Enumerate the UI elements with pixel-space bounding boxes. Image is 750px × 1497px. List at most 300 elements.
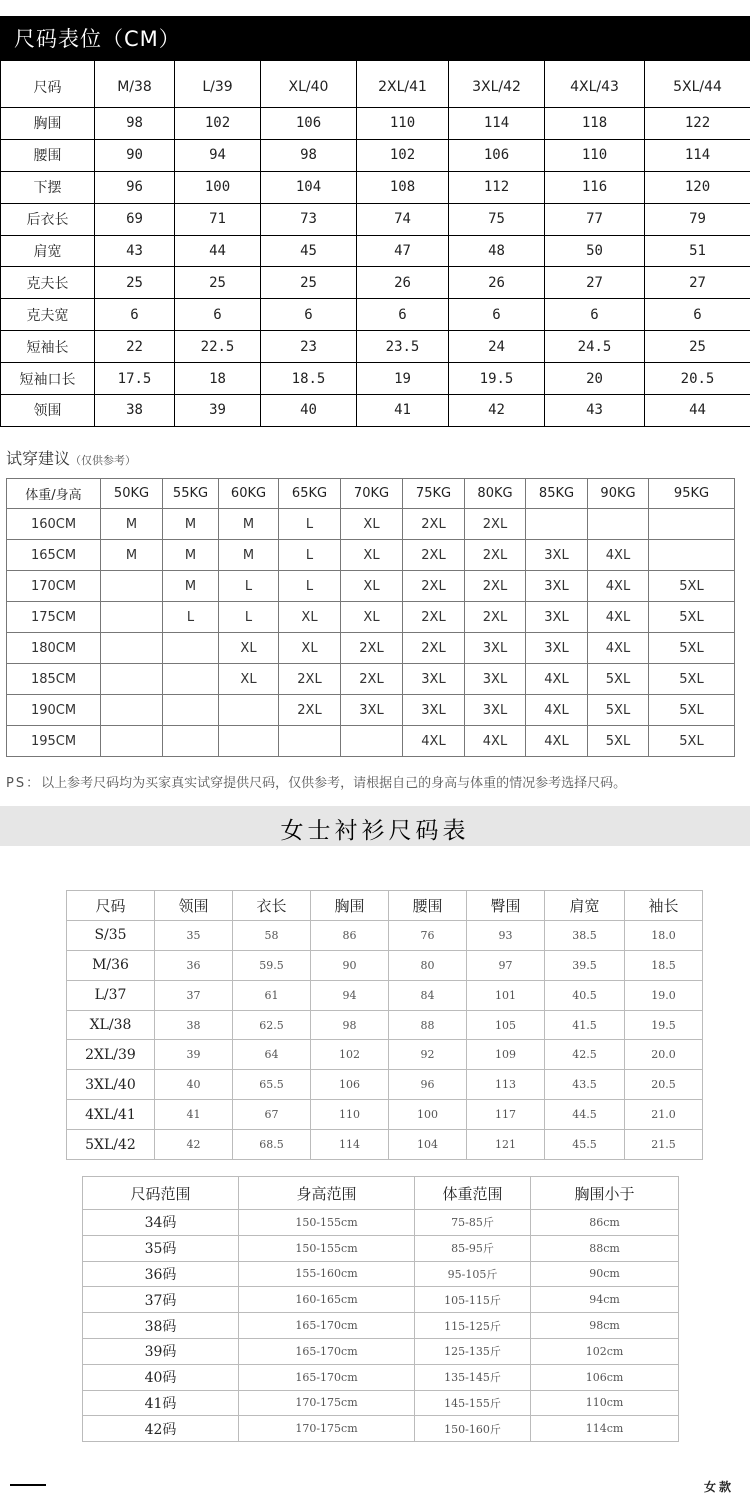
table-cell bbox=[101, 726, 163, 757]
table-cell: 64 bbox=[233, 1040, 311, 1070]
table-cell: 18 bbox=[175, 363, 261, 395]
header-cell: 尺码 bbox=[1, 61, 95, 108]
table-cell: 106 bbox=[311, 1070, 389, 1100]
table-cell: L bbox=[279, 540, 341, 571]
row-label-cell: 160CM bbox=[7, 509, 101, 540]
header-cell: 袖长 bbox=[625, 891, 703, 921]
table-cell bbox=[163, 726, 219, 757]
header-cell: 75KG bbox=[403, 479, 465, 509]
table-row bbox=[83, 1313, 679, 1339]
table-cell: L bbox=[163, 602, 219, 633]
table-cell: 2XL bbox=[403, 571, 465, 602]
table-row bbox=[1, 363, 750, 395]
table-cell: 165-170cm bbox=[239, 1313, 415, 1339]
table-cell: 47 bbox=[357, 235, 449, 267]
table-cell: 6 bbox=[261, 299, 357, 331]
header-cell: XL/40 bbox=[261, 61, 357, 108]
table-row bbox=[7, 664, 735, 695]
table-row bbox=[83, 1364, 679, 1390]
table-cell: 75 bbox=[449, 203, 545, 235]
table-cell: 100 bbox=[175, 171, 261, 203]
table-cell: 38.5 bbox=[545, 920, 625, 950]
table-cell: 43 bbox=[95, 235, 175, 267]
table-cell: 22 bbox=[95, 331, 175, 363]
table-header-row bbox=[7, 479, 735, 509]
table-cell: 62.5 bbox=[233, 1010, 311, 1040]
table-cell: 79 bbox=[645, 203, 750, 235]
table-cell: 86 bbox=[311, 920, 389, 950]
table-cell: 3XL bbox=[403, 664, 465, 695]
table-cell: 19 bbox=[357, 363, 449, 395]
table-cell: 65.5 bbox=[233, 1070, 311, 1100]
table-row bbox=[83, 1210, 679, 1236]
table-cell: 160-165cm bbox=[239, 1287, 415, 1313]
table-cell: 20.5 bbox=[625, 1070, 703, 1100]
table-row bbox=[67, 1040, 703, 1070]
table-row bbox=[1, 331, 750, 363]
table-cell: 98 bbox=[311, 1010, 389, 1040]
table-cell: 42 bbox=[449, 395, 545, 427]
table-cell: 25 bbox=[645, 331, 750, 363]
header-cell: 胸围 bbox=[311, 891, 389, 921]
table-cell: 101 bbox=[467, 980, 545, 1010]
table-cell: 114 bbox=[449, 108, 545, 140]
table-cell: 116 bbox=[545, 171, 645, 203]
table-cell: 48 bbox=[449, 235, 545, 267]
table-cell: 104 bbox=[389, 1130, 467, 1160]
table-cell: 4XL bbox=[526, 664, 588, 695]
table-cell: 5XL bbox=[588, 726, 649, 757]
header-cell: 90KG bbox=[588, 479, 649, 509]
table-cell: 121 bbox=[467, 1130, 545, 1160]
table-row bbox=[1, 139, 750, 171]
table-cell: 4XL bbox=[526, 726, 588, 757]
table-cell: 84 bbox=[389, 980, 467, 1010]
table-cell: 50 bbox=[545, 235, 645, 267]
table-cell: 23.5 bbox=[357, 331, 449, 363]
table-cell: 2XL bbox=[465, 571, 526, 602]
table-cell: 26 bbox=[357, 267, 449, 299]
table-cell: 88cm bbox=[531, 1235, 679, 1261]
table-cell: 165-170cm bbox=[239, 1364, 415, 1390]
table-cell: 109 bbox=[467, 1040, 545, 1070]
table-cell: XL bbox=[219, 664, 279, 695]
table-cell: 110cm bbox=[531, 1390, 679, 1416]
table-cell: 5XL bbox=[649, 633, 735, 664]
table-cell: 18.0 bbox=[625, 920, 703, 950]
table-cell: 41 bbox=[357, 395, 449, 427]
table-header-row bbox=[67, 891, 703, 921]
table-cell: 45 bbox=[261, 235, 357, 267]
table-cell: 3XL bbox=[341, 695, 403, 726]
row-label-cell: 40码 bbox=[83, 1364, 239, 1390]
table-cell: 145-155斤 bbox=[415, 1390, 531, 1416]
table-cell bbox=[163, 695, 219, 726]
table-cell: 4XL bbox=[588, 571, 649, 602]
header-cell: 臀围 bbox=[467, 891, 545, 921]
table-cell: 115-125斤 bbox=[415, 1313, 531, 1339]
table-row bbox=[83, 1390, 679, 1416]
table-row bbox=[7, 726, 735, 757]
table-cell: 86cm bbox=[531, 1210, 679, 1236]
row-label-cell: 胸围 bbox=[1, 108, 95, 140]
table-cell: 3XL bbox=[526, 633, 588, 664]
table-row bbox=[7, 695, 735, 726]
table-cell: 106 bbox=[449, 139, 545, 171]
table-cell: 98 bbox=[261, 139, 357, 171]
header-cell: 尺码 bbox=[67, 891, 155, 921]
table-cell: 5XL bbox=[649, 695, 735, 726]
table-cell: 4XL bbox=[588, 602, 649, 633]
table-cell: 3XL bbox=[403, 695, 465, 726]
table-cell: 6 bbox=[449, 299, 545, 331]
table-cell: 21.0 bbox=[625, 1100, 703, 1130]
row-label-cell: 5XL/42 bbox=[67, 1130, 155, 1160]
table-cell bbox=[649, 509, 735, 540]
row-label-cell: M/36 bbox=[67, 950, 155, 980]
header-cell: 80KG bbox=[465, 479, 526, 509]
table-cell: 43.5 bbox=[545, 1070, 625, 1100]
table-cell bbox=[341, 726, 403, 757]
table-cell: 39.5 bbox=[545, 950, 625, 980]
table-cell: 2XL bbox=[403, 633, 465, 664]
table-cell bbox=[163, 664, 219, 695]
row-label-cell: 41码 bbox=[83, 1390, 239, 1416]
table-cell: 117 bbox=[467, 1100, 545, 1130]
row-label-cell: 190CM bbox=[7, 695, 101, 726]
row-label-cell: 短袖长 bbox=[1, 331, 95, 363]
table-cell: 80 bbox=[389, 950, 467, 980]
table-cell: 2XL bbox=[341, 664, 403, 695]
table-cell: 110 bbox=[545, 139, 645, 171]
table-cell: 5XL bbox=[649, 602, 735, 633]
header-cell: 2XL/41 bbox=[357, 61, 449, 108]
table-cell: 96 bbox=[95, 171, 175, 203]
table-cell bbox=[526, 509, 588, 540]
table-cell: 104 bbox=[261, 171, 357, 203]
ps-note bbox=[6, 772, 626, 791]
header-cell: 65KG bbox=[279, 479, 341, 509]
table-cell: 27 bbox=[545, 267, 645, 299]
fit-suggestion-table bbox=[6, 478, 735, 757]
row-label-cell: 38码 bbox=[83, 1313, 239, 1339]
table-row bbox=[1, 108, 750, 140]
table-cell: 135-145斤 bbox=[415, 1364, 531, 1390]
table-cell: 71 bbox=[175, 203, 261, 235]
header-cell: 60KG bbox=[219, 479, 279, 509]
table-cell: L bbox=[219, 571, 279, 602]
table-cell: 5XL bbox=[649, 571, 735, 602]
table-cell: 36 bbox=[155, 950, 233, 980]
table-cell: 106 bbox=[261, 108, 357, 140]
table-row bbox=[7, 602, 735, 633]
header-cell: 尺码范围 bbox=[83, 1177, 239, 1210]
table-cell: 42.5 bbox=[545, 1040, 625, 1070]
table-cell: 113 bbox=[467, 1070, 545, 1100]
table-row bbox=[7, 509, 735, 540]
table-cell: 26 bbox=[449, 267, 545, 299]
table-cell: 19.5 bbox=[449, 363, 545, 395]
row-label-cell: 领围 bbox=[1, 395, 95, 427]
table-cell: 150-160斤 bbox=[415, 1416, 531, 1442]
table-cell: 2XL bbox=[465, 509, 526, 540]
table-cell: L bbox=[279, 571, 341, 602]
table-cell: 44 bbox=[645, 395, 750, 427]
table-cell: XL bbox=[341, 602, 403, 633]
table-cell: 61 bbox=[233, 980, 311, 1010]
table-cell: 38 bbox=[95, 395, 175, 427]
row-label-cell: S/35 bbox=[67, 920, 155, 950]
table-row bbox=[1, 171, 750, 203]
table-row bbox=[1, 395, 750, 427]
table-cell: 4XL bbox=[526, 695, 588, 726]
table-cell: 5XL bbox=[649, 664, 735, 695]
table-row bbox=[83, 1261, 679, 1287]
header-cell: 50KG bbox=[101, 479, 163, 509]
table-cell: M bbox=[219, 540, 279, 571]
table-row bbox=[83, 1416, 679, 1442]
row-label-cell: 42码 bbox=[83, 1416, 239, 1442]
table-cell: 2XL bbox=[279, 695, 341, 726]
table-cell: 4XL bbox=[588, 633, 649, 664]
row-label-cell: 170CM bbox=[7, 571, 101, 602]
table-cell: 41.5 bbox=[545, 1010, 625, 1040]
table-row bbox=[67, 1100, 703, 1130]
table-cell: 40 bbox=[155, 1070, 233, 1100]
header-cell: 3XL/42 bbox=[449, 61, 545, 108]
table-cell: XL bbox=[279, 602, 341, 633]
table-cell: L bbox=[279, 509, 341, 540]
fit-suggestion-note: （仅供参考） bbox=[70, 454, 137, 467]
table-cell: 2XL bbox=[403, 602, 465, 633]
header-cell: 肩宽 bbox=[545, 891, 625, 921]
table-cell: 2XL bbox=[279, 664, 341, 695]
table-cell: M bbox=[219, 509, 279, 540]
row-label-cell: 175CM bbox=[7, 602, 101, 633]
table-cell: 39 bbox=[155, 1040, 233, 1070]
table-cell: 94 bbox=[175, 139, 261, 171]
row-label-cell: 39码 bbox=[83, 1338, 239, 1364]
row-label-cell: 4XL/41 bbox=[67, 1100, 155, 1130]
table-cell: 118 bbox=[545, 108, 645, 140]
women-size-table bbox=[66, 890, 703, 1160]
table-cell: 125-135斤 bbox=[415, 1338, 531, 1364]
table-cell: M bbox=[163, 571, 219, 602]
table-cell bbox=[588, 509, 649, 540]
table-row bbox=[7, 571, 735, 602]
table-cell bbox=[163, 633, 219, 664]
table-row bbox=[67, 980, 703, 1010]
row-label-cell: 35码 bbox=[83, 1235, 239, 1261]
table-cell: 2XL bbox=[465, 602, 526, 633]
header-cell: 85KG bbox=[526, 479, 588, 509]
table-row bbox=[83, 1338, 679, 1364]
women-section-title: 女士衬衫尺码表 bbox=[280, 818, 470, 844]
table-row bbox=[7, 540, 735, 571]
table-cell: 105 bbox=[467, 1010, 545, 1040]
table-cell: M bbox=[163, 540, 219, 571]
table-row bbox=[1, 235, 750, 267]
row-label-cell: 克夫长 bbox=[1, 267, 95, 299]
table-cell: 43 bbox=[545, 395, 645, 427]
table-cell: 98 bbox=[95, 108, 175, 140]
table-cell: 3XL bbox=[526, 571, 588, 602]
table-cell: 3XL bbox=[526, 602, 588, 633]
table-cell: 6 bbox=[357, 299, 449, 331]
table-cell: 40.5 bbox=[545, 980, 625, 1010]
table-cell: 45.5 bbox=[545, 1130, 625, 1160]
table-cell: 170-175cm bbox=[239, 1416, 415, 1442]
table-cell: 110 bbox=[357, 108, 449, 140]
table-cell: 73 bbox=[261, 203, 357, 235]
header-cell: 5XL/44 bbox=[645, 61, 750, 108]
row-label-cell: L/37 bbox=[67, 980, 155, 1010]
table-cell: 24 bbox=[449, 331, 545, 363]
table-cell: 5XL bbox=[588, 664, 649, 695]
table-cell bbox=[279, 726, 341, 757]
table-cell: 25 bbox=[95, 267, 175, 299]
table-cell bbox=[101, 695, 163, 726]
row-label-cell: 肩宽 bbox=[1, 235, 95, 267]
table-cell: 76 bbox=[389, 920, 467, 950]
table-cell: 94cm bbox=[531, 1287, 679, 1313]
table-row bbox=[1, 203, 750, 235]
table-row bbox=[7, 633, 735, 664]
table-cell: 39 bbox=[175, 395, 261, 427]
table-cell: 74 bbox=[357, 203, 449, 235]
table-cell: 108 bbox=[357, 171, 449, 203]
table-cell: 102cm bbox=[531, 1338, 679, 1364]
table-cell: 27 bbox=[645, 267, 750, 299]
row-label-cell: 165CM bbox=[7, 540, 101, 571]
table-cell: 17.5 bbox=[95, 363, 175, 395]
table-cell: 85-95斤 bbox=[415, 1235, 531, 1261]
table-cell: 4XL bbox=[403, 726, 465, 757]
row-label-cell: 37码 bbox=[83, 1287, 239, 1313]
women-range-table bbox=[82, 1176, 679, 1442]
row-label-cell: 下摆 bbox=[1, 171, 95, 203]
table-row bbox=[67, 1010, 703, 1040]
table-cell: 4XL bbox=[465, 726, 526, 757]
table-cell: 44 bbox=[175, 235, 261, 267]
table-cell: 3XL bbox=[465, 664, 526, 695]
table-cell: 93 bbox=[467, 920, 545, 950]
table-cell: 19.0 bbox=[625, 980, 703, 1010]
table-cell: 24.5 bbox=[545, 331, 645, 363]
table-cell: 6 bbox=[175, 299, 261, 331]
table-cell: 23 bbox=[261, 331, 357, 363]
header-cell: 领围 bbox=[155, 891, 233, 921]
header-cell: L/39 bbox=[175, 61, 261, 108]
women-section-band bbox=[0, 806, 750, 846]
table-cell: 40 bbox=[261, 395, 357, 427]
header-cell: 55KG bbox=[163, 479, 219, 509]
table-cell: 22.5 bbox=[175, 331, 261, 363]
table-header-row bbox=[83, 1177, 679, 1210]
table-cell: 20.5 bbox=[645, 363, 750, 395]
table-cell bbox=[219, 726, 279, 757]
table-cell: 102 bbox=[175, 108, 261, 140]
table-cell: 75-85斤 bbox=[415, 1210, 531, 1236]
table-cell: 68.5 bbox=[233, 1130, 311, 1160]
table-cell: XL bbox=[341, 571, 403, 602]
table-cell: 155-160cm bbox=[239, 1261, 415, 1287]
table-cell: 3XL bbox=[526, 540, 588, 571]
table-cell: 3XL bbox=[465, 695, 526, 726]
table-cell: L bbox=[219, 602, 279, 633]
table-cell: 90 bbox=[95, 139, 175, 171]
row-label-cell: 195CM bbox=[7, 726, 101, 757]
row-label-cell: 3XL/40 bbox=[67, 1070, 155, 1100]
table-cell: 77 bbox=[545, 203, 645, 235]
row-label-cell: 后衣长 bbox=[1, 203, 95, 235]
row-label-cell: 185CM bbox=[7, 664, 101, 695]
table-cell: XL bbox=[341, 509, 403, 540]
table-cell: XL bbox=[279, 633, 341, 664]
table-cell: 150-155cm bbox=[239, 1235, 415, 1261]
table-cell: M bbox=[101, 540, 163, 571]
table-cell: 114 bbox=[645, 139, 750, 171]
header-cell: 95KG bbox=[649, 479, 735, 509]
table-row bbox=[1, 299, 750, 331]
row-label-cell: XL/38 bbox=[67, 1010, 155, 1040]
row-label-cell: 2XL/39 bbox=[67, 1040, 155, 1070]
fit-suggestion-heading bbox=[6, 446, 136, 469]
table-cell: 25 bbox=[261, 267, 357, 299]
table-cell bbox=[649, 540, 735, 571]
table-cell: M bbox=[163, 509, 219, 540]
table-cell: 6 bbox=[95, 299, 175, 331]
table-cell: 122 bbox=[645, 108, 750, 140]
row-label-cell: 短袖口长 bbox=[1, 363, 95, 395]
header-cell: 胸围小于 bbox=[531, 1177, 679, 1210]
table-row bbox=[67, 1130, 703, 1160]
table-cell: 114 bbox=[311, 1130, 389, 1160]
table-cell: XL bbox=[219, 633, 279, 664]
table-cell: 102 bbox=[357, 139, 449, 171]
table-cell: 35 bbox=[155, 920, 233, 950]
table-cell: 18.5 bbox=[261, 363, 357, 395]
table-cell: M bbox=[101, 509, 163, 540]
table-cell: 2XL bbox=[341, 633, 403, 664]
header-cell: 4XL/43 bbox=[545, 61, 645, 108]
row-label-cell: 180CM bbox=[7, 633, 101, 664]
table-cell: 106cm bbox=[531, 1364, 679, 1390]
table-cell: 165-170cm bbox=[239, 1338, 415, 1364]
table-row bbox=[67, 920, 703, 950]
table-cell: 4XL bbox=[588, 540, 649, 571]
table-cell: 19.5 bbox=[625, 1010, 703, 1040]
table-cell: 92 bbox=[389, 1040, 467, 1070]
header-cell: 70KG bbox=[341, 479, 403, 509]
footer-label: 女款 bbox=[703, 1480, 734, 1494]
table-cell: 170-175cm bbox=[239, 1390, 415, 1416]
table-cell: 69 bbox=[95, 203, 175, 235]
size-chart-header bbox=[0, 16, 750, 60]
table-cell: 21.5 bbox=[625, 1130, 703, 1160]
table-cell: 90cm bbox=[531, 1261, 679, 1287]
table-cell: 2XL bbox=[403, 509, 465, 540]
header-cell: M/38 bbox=[95, 61, 175, 108]
table-cell: 20.0 bbox=[625, 1040, 703, 1070]
table-cell: 88 bbox=[389, 1010, 467, 1040]
header-cell: 衣长 bbox=[233, 891, 311, 921]
table-row bbox=[83, 1235, 679, 1261]
table-cell: 5XL bbox=[649, 726, 735, 757]
table-cell: 98cm bbox=[531, 1313, 679, 1339]
table-cell: 51 bbox=[645, 235, 750, 267]
table-cell bbox=[101, 633, 163, 664]
